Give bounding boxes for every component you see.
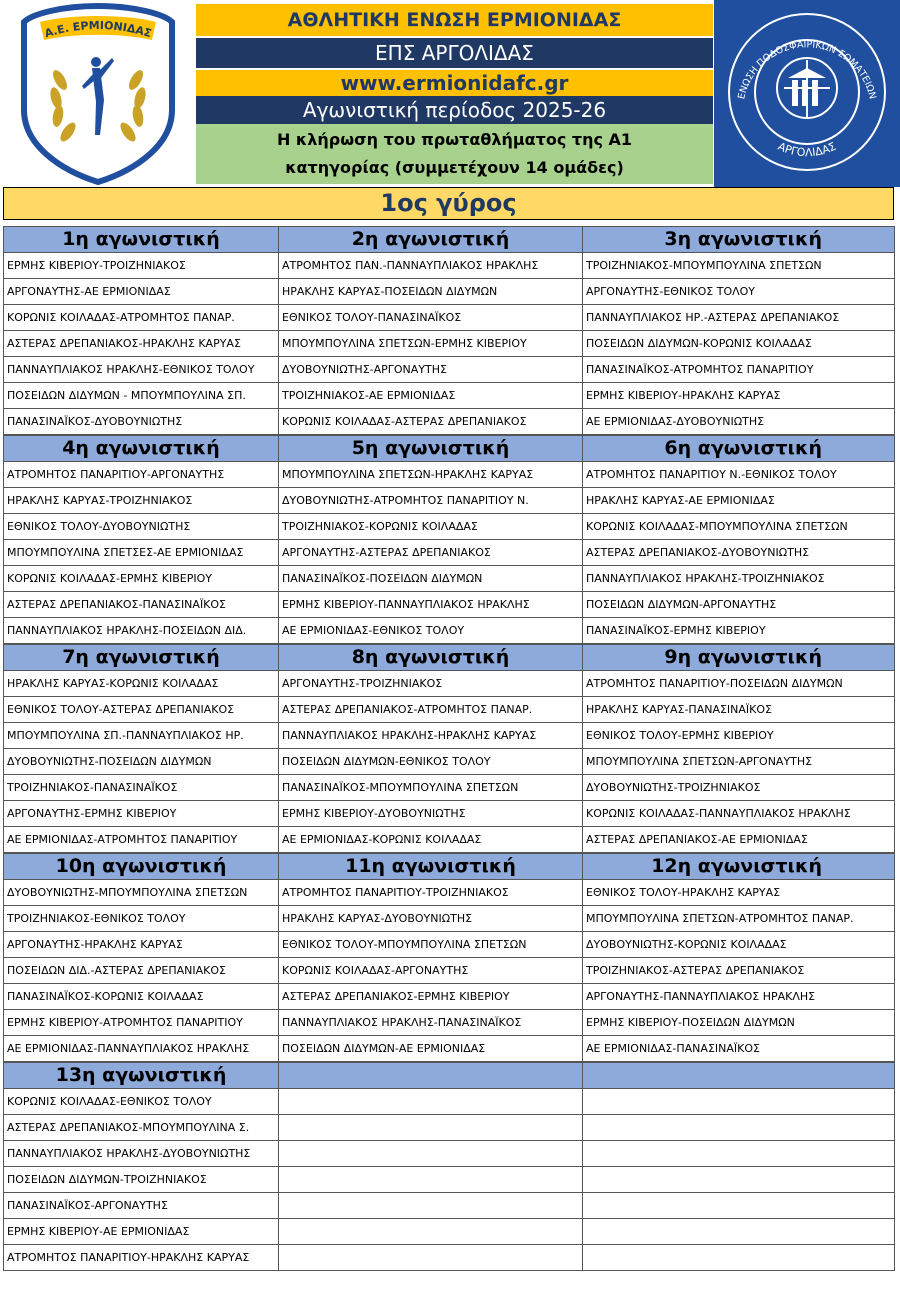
matchday-column — [583, 853, 895, 1062]
club-logo — [0, 0, 195, 187]
empty-cell — [279, 1219, 582, 1245]
match-row: ΠΟΣΕΙΔΩΝ ΔΙΔΥΜΩΝ-ΑΕ ΕΡΜΙΟΝΙΔΑΣ — [279, 1036, 582, 1062]
draw-description-line2: κατηγορίας (συμμετέχουν 14 ομάδες) — [285, 158, 624, 177]
matchday-title: 2η αγωνιστική — [279, 226, 582, 253]
match-row: ΑΤΡΟΜΗΤΟΣ ΠΑΝΑΡΙΤΙΟΥ-ΑΡΓΟΝΑΥΤΗΣ — [4, 462, 278, 488]
match-row: ΚΟΡΩΝΙΣ ΚΟΙΛΑΔΑΣ-ΑΤΡΟΜΗΤΟΣ ΠΑΝΑΡ. — [4, 305, 278, 331]
match-row: ΚΟΡΩΝΙΣ ΚΟΙΛΑΔΑΣ-ΑΣΤΕΡΑΣ ΔΡΕΠΑΝΙΑΚΟΣ — [279, 409, 582, 435]
match-row: ΕΘΝΙΚΟΣ ΤΟΛΟΥ-ΜΠΟΥΜΠΟΥΛΙΝΑ ΣΠΕΤΣΩΝ — [279, 932, 582, 958]
match-row: ΑΣΤΕΡΑΣ ΔΡΕΠΑΝΙΑΚΟΣ-ΠΑΝΑΣΙΝΑΪΚΟΣ — [4, 592, 278, 618]
match-row: ΑΣΤΕΡΑΣ ΔΡΕΠΑΝΙΑΚΟΣ-ΑΕ ΕΡΜΙΟΝΙΔΑΣ — [583, 827, 894, 853]
website-link[interactable]: www.ermionidafc.gr — [196, 70, 713, 96]
matchday-column — [279, 435, 583, 644]
match-row: ΑΡΓΟΝΑΥΤΗΣ-ΤΡΟΙΖΗΝΙΑΚΟΣ — [279, 671, 582, 697]
matchday-band — [3, 226, 895, 435]
match-row: ΤΡΟΙΖΗΝΙΑΚΟΣ-ΑΣΤΕΡΑΣ ΔΡΕΠΑΝΙΑΚΟΣ — [583, 958, 894, 984]
match-row: ΑΤΡΟΜΗΤΟΣ ΠΑΝΑΡΙΤΙΟΥ-ΗΡΑΚΛΗΣ ΚΑΡΥΑΣ — [4, 1245, 278, 1271]
match-row: ΔΥΟΒΟΥΝΙΩΤΗΣ-ΠΟΣΕΙΔΩΝ ΔΙΔΥΜΩΝ — [4, 749, 278, 775]
match-row: ΗΡΑΚΛΗΣ ΚΑΡΥΑΣ-ΔΥΟΒΟΥΝΙΩΤΗΣ — [279, 906, 582, 932]
season-label: Αγωνιστική περίοδος 2025-26 — [196, 96, 713, 124]
match-row: ΑΡΓΟΝΑΥΤΗΣ-ΕΘΝΙΚΟΣ ΤΟΛΟΥ — [583, 279, 894, 305]
match-row: ΠΑΝΝΑΥΠΛΙΑΚΟΣ ΗΡΑΚΛΗΣ-ΤΡΟΙΖΗΝΙΑΚΟΣ — [583, 566, 894, 592]
match-row: ΑΡΓΟΝΑΥΤΗΣ-ΑΕ ΕΡΜΙΟΝΙΔΑΣ — [4, 279, 278, 305]
match-row: ΠΑΝΝΑΥΠΛΙΑΚΟΣ ΗΡ.-ΑΣΤΕΡΑΣ ΔΡΕΠΑΝΙΑΚΟΣ — [583, 305, 894, 331]
match-row: ΑΡΓΟΝΑΥΤΗΣ-ΑΣΤΕΡΑΣ ΔΡΕΠΑΝΙΑΚΟΣ — [279, 540, 582, 566]
matchday-title: 5η αγωνιστική — [279, 435, 582, 462]
matchday-column — [279, 853, 583, 1062]
match-row: ΑΕ ΕΡΜΙΟΝΙΔΑΣ-ΠΑΝΑΣΙΝΑΪΚΟΣ — [583, 1036, 894, 1062]
matchday-band — [3, 644, 895, 853]
match-row: ΗΡΑΚΛΗΣ ΚΑΡΥΑΣ-ΠΟΣΕΙΔΩΝ ΔΙΔΥΜΩΝ — [279, 279, 582, 305]
match-row: ΑΤΡΟΜΗΤΟΣ ΠΑΝΑΡΙΤΙΟΥ Ν.-ΕΘΝΙΚΟΣ ΤΟΛΟΥ — [583, 462, 894, 488]
match-row: ΑΣΤΕΡΑΣ ΔΡΕΠΑΝΙΑΚΟΣ-ΑΤΡΟΜΗΤΟΣ ΠΑΝΑΡ. — [279, 697, 582, 723]
match-row: ΑΣΤΕΡΑΣ ΔΡΕΠΑΝΙΑΚΟΣ-ΜΠΟΥΜΠΟΥΛΙΝΑ Σ. — [4, 1115, 278, 1141]
match-row: ΕΘΝΙΚΟΣ ΤΟΛΟΥ-ΠΑΝΑΣΙΝΑΪΚΟΣ — [279, 305, 582, 331]
match-row: ΠΟΣΕΙΔΩΝ ΔΙΔΥΜΩΝ-ΑΡΓΟΝΑΥΤΗΣ — [583, 592, 894, 618]
match-row: ΗΡΑΚΛΗΣ ΚΑΡΥΑΣ-ΑΕ ΕΡΜΙΟΝΙΔΑΣ — [583, 488, 894, 514]
federation-name: ΕΠΣ ΑΡΓΟΛΙΔΑΣ — [196, 38, 713, 68]
match-row: ΕΡΜΗΣ ΚΙΒΕΡΙΟΥ-ΠΟΣΕΙΔΩΝ ΔΙΔΥΜΩΝ — [583, 1010, 894, 1036]
empty-cell — [279, 1167, 582, 1193]
match-row: ΔΥΟΒΟΥΝΙΩΤΗΣ-ΑΤΡΟΜΗΤΟΣ ΠΑΝΑΡΙΤΙΟΥ Ν. — [279, 488, 582, 514]
federation-logo — [714, 0, 900, 187]
empty-column — [583, 1062, 895, 1271]
draw-description-line1: Η κλήρωση του πρωταθλήματος της Α1 — [276, 130, 633, 149]
svg-text:Α.Ε. ΕΡΜΙΟΝΙΔΑΣ: Α.Ε. ΕΡΜΙΟΝΙΔΑΣ — [43, 18, 154, 41]
match-row: ΠΟΣΕΙΔΩΝ ΔΙΔΥΜΩΝ - ΜΠΟΥΜΠΟΥΛΙΝΑ ΣΠ. — [4, 383, 278, 409]
matchday-title: 11η αγωνιστική — [279, 853, 582, 880]
match-row: ΚΟΡΩΝΙΣ ΚΟΙΛΑΔΑΣ-ΕΘΝΙΚΟΣ ΤΟΛΟΥ — [4, 1089, 278, 1115]
header — [0, 0, 900, 187]
match-row: ΑΕ ΕΡΜΙΟΝΙΔΑΣ-ΠΑΝΝΑΥΠΛΙΑΚΟΣ ΗΡΑΚΛΗΣ — [4, 1036, 278, 1062]
match-row: ΑΕ ΕΡΜΙΟΝΙΔΑΣ-ΕΘΝΙΚΟΣ ΤΟΛΟΥ — [279, 618, 582, 644]
match-row: ΠΑΝΑΣΙΝΑΪΚΟΣ-ΑΡΓΟΝΑΥΤΗΣ — [4, 1193, 278, 1219]
matchday-band — [3, 435, 895, 644]
matchday-column — [583, 226, 895, 435]
draw-description — [196, 124, 713, 184]
matchday-column — [3, 435, 279, 644]
match-row: ΔΥΟΒΟΥΝΙΩΤΗΣ-ΤΡΟΙΖΗΝΙΑΚΟΣ — [583, 775, 894, 801]
round-title: 1ος γύρος — [3, 187, 894, 220]
matchday-column — [279, 644, 583, 853]
match-row: ΠΟΣΕΙΔΩΝ ΔΙΔ.-ΑΣΤΕΡΑΣ ΔΡΕΠΑΝΙΑΚΟΣ — [4, 958, 278, 984]
matchday-column — [3, 1062, 279, 1271]
empty-cell — [279, 1245, 582, 1271]
match-row: ΗΡΑΚΛΗΣ ΚΑΡΥΑΣ-ΤΡΟΙΖΗΝΙΑΚΟΣ — [4, 488, 278, 514]
match-row: ΠΑΝΝΑΥΠΛΙΑΚΟΣ ΗΡΑΚΛΗΣ-ΠΟΣΕΙΔΩΝ ΔΙΔ. — [4, 618, 278, 644]
matchday-title: 4η αγωνιστική — [4, 435, 278, 462]
match-row: ΑΣΤΕΡΑΣ ΔΡΕΠΑΝΙΑΚΟΣ-ΗΡΑΚΛΗΣ ΚΑΡΥΑΣ — [4, 331, 278, 357]
matchday-title: 1η αγωνιστική — [4, 226, 278, 253]
matchday-band — [3, 853, 895, 1062]
match-row: ΠΟΣΕΙΔΩΝ ΔΙΔΥΜΩΝ-ΕΘΝΙΚΟΣ ΤΟΛΟΥ — [279, 749, 582, 775]
match-row: ΤΡΟΙΖΗΝΙΑΚΟΣ-ΜΠΟΥΜΠΟΥΛΙΝΑ ΣΠΕΤΣΩΝ — [583, 253, 894, 279]
association-title: ΑΘΛΗΤΙΚΗ ΕΝΩΣΗ ΕΡΜΙΟΝΙΔΑΣ — [196, 4, 713, 36]
match-row: ΤΡΟΙΖΗΝΙΑΚΟΣ-ΠΑΝΑΣΙΝΑΪΚΟΣ — [4, 775, 278, 801]
matchday-column — [279, 226, 583, 435]
match-row: ΚΟΡΩΝΙΣ ΚΟΙΛΑΔΑΣ-ΑΡΓΟΝΑΥΤΗΣ — [279, 958, 582, 984]
match-row: ΑΕ ΕΡΜΙΟΝΙΔΑΣ-ΚΟΡΩΝΙΣ ΚΟΙΛΑΔΑΣ — [279, 827, 582, 853]
match-row: ΠΑΝΑΣΙΝΑΪΚΟΣ-ΕΡΜΗΣ ΚΙΒΕΡΙΟΥ — [583, 618, 894, 644]
matchday-title: 8η αγωνιστική — [279, 644, 582, 671]
matchday-title: 7η αγωνιστική — [4, 644, 278, 671]
empty-cell — [583, 1115, 894, 1141]
match-row: ΕΡΜΗΣ ΚΙΒΕΡΙΟΥ-ΑΕ ΕΡΜΙΟΝΙΔΑΣ — [4, 1219, 278, 1245]
matchday-column — [3, 853, 279, 1062]
svg-text:ΑΡΓΟΛΙΔΑΣ: ΑΡΓΟΛΙΔΑΣ — [775, 139, 839, 160]
match-row: ΜΠΟΥΜΠΟΥΛΙΝΑ ΣΠΕΤΣΩΝ-ΑΡΓΟΝΑΥΤΗΣ — [583, 749, 894, 775]
matchday-column — [583, 435, 895, 644]
match-row: ΕΘΝΙΚΟΣ ΤΟΛΟΥ-ΕΡΜΗΣ ΚΙΒΕΡΙΟΥ — [583, 723, 894, 749]
empty-cell — [279, 1141, 582, 1167]
match-row: ΜΠΟΥΜΠΟΥΛΙΝΑ ΣΠΕΤΣΩΝ-ΕΡΜΗΣ ΚΙΒΕΡΙΟΥ — [279, 331, 582, 357]
match-row: ΑΤΡΟΜΗΤΟΣ ΠΑΝΑΡΙΤΙΟΥ-ΤΡΟΙΖΗΝΙΑΚΟΣ — [279, 880, 582, 906]
fixture-grid — [3, 226, 895, 1271]
match-row: ΚΟΡΩΝΙΣ ΚΟΙΛΑΔΑΣ-ΠΑΝΝΑΥΠΛΙΑΚΟΣ ΗΡΑΚΛΗΣ — [583, 801, 894, 827]
matchday-title: 3η αγωνιστική — [583, 226, 894, 253]
empty-column — [279, 1062, 583, 1271]
match-row: ΗΡΑΚΛΗΣ ΚΑΡΥΑΣ-ΚΟΡΩΝΙΣ ΚΟΙΛΑΔΑΣ — [4, 671, 278, 697]
svg-text:ΕΝΩΣΗ ΠΟΔΟΣΦΑΙΡΙΚΩΝ ΣΩΜΑΤΕΙΩΝ: ΕΝΩΣΗ ΠΟΔΟΣΦΑΙΡΙΚΩΝ ΣΩΜΑΤΕΙΩΝ — [736, 39, 878, 101]
match-row: ΕΘΝΙΚΟΣ ΤΟΛΟΥ-ΗΡΑΚΛΗΣ ΚΑΡΥΑΣ — [583, 880, 894, 906]
match-row: ΠΑΝΑΣΙΝΑΪΚΟΣ-ΚΟΡΩΝΙΣ ΚΟΙΛΑΔΑΣ — [4, 984, 278, 1010]
empty-cell — [583, 1245, 894, 1271]
matchday-title: 12η αγωνιστική — [583, 853, 894, 880]
matchday-column — [583, 644, 895, 853]
matchday-title: 13η αγωνιστική — [4, 1062, 278, 1089]
empty-cell — [583, 1167, 894, 1193]
empty-cell — [279, 1115, 582, 1141]
empty-cell — [279, 1089, 582, 1115]
match-row: ΑΣΤΕΡΑΣ ΔΡΕΠΑΝΙΑΚΟΣ-ΕΡΜΗΣ ΚΙΒΕΡΙΟΥ — [279, 984, 582, 1010]
matchday-band — [3, 1062, 895, 1271]
match-row: ΠΑΝΑΣΙΝΑΪΚΟΣ-ΑΤΡΟΜΗΤΟΣ ΠΑΝΑΡΙΤΙΟΥ — [583, 357, 894, 383]
match-row: ΑΕ ΕΡΜΙΟΝΙΔΑΣ-ΔΥΟΒΟΥΝΙΩΤΗΣ — [583, 409, 894, 435]
match-row: ΑΡΓΟΝΑΥΤΗΣ-ΠΑΝΝΑΥΠΛΙΑΚΟΣ ΗΡΑΚΛΗΣ — [583, 984, 894, 1010]
match-row: ΕΘΝΙΚΟΣ ΤΟΛΟΥ-ΔΥΟΒΟΥΝΙΩΤΗΣ — [4, 514, 278, 540]
match-row: ΠΑΝΑΣΙΝΑΪΚΟΣ-ΔΥΟΒΟΥΝΙΩΤΗΣ — [4, 409, 278, 435]
federation-seal-icon — [714, 0, 900, 187]
empty-header-cell — [583, 1062, 894, 1089]
match-row: ΠΟΣΕΙΔΩΝ ΔΙΔΥΜΩΝ-ΚΟΡΩΝΙΣ ΚΟΙΛΑΔΑΣ — [583, 331, 894, 357]
match-row: ΑΣΤΕΡΑΣ ΔΡΕΠΑΝΙΑΚΟΣ-ΔΥΟΒΟΥΝΙΩΤΗΣ — [583, 540, 894, 566]
matchday-column — [3, 226, 279, 435]
match-row: ΤΡΟΙΖΗΝΙΑΚΟΣ-ΚΟΡΩΝΙΣ ΚΟΙΛΑΔΑΣ — [279, 514, 582, 540]
match-row: ΠΑΝΑΣΙΝΑΪΚΟΣ-ΠΟΣΕΙΔΩΝ ΔΙΔΥΜΩΝ — [279, 566, 582, 592]
match-row: ΚΟΡΩΝΙΣ ΚΟΙΛΑΔΑΣ-ΕΡΜΗΣ ΚΙΒΕΡΙΟΥ — [4, 566, 278, 592]
match-row: ΑΤΡΟΜΗΤΟΣ ΠΑΝΑΡΙΤΙΟΥ-ΠΟΣΕΙΔΩΝ ΔΙΔΥΜΩΝ — [583, 671, 894, 697]
match-row: ΠΑΝΝΑΥΠΛΙΑΚΟΣ ΗΡΑΚΛΗΣ-ΕΘΝΙΚΟΣ ΤΟΛΟΥ — [4, 357, 278, 383]
empty-header-cell — [279, 1062, 582, 1089]
match-row: ΜΠΟΥΜΠΟΥΛΙΝΑ ΣΠΕΤΣΩΝ-ΗΡΑΚΛΗΣ ΚΑΡΥΑΣ — [279, 462, 582, 488]
match-row: ΜΠΟΥΜΠΟΥΛΙΝΑ ΣΠΕΤΣΩΝ-ΑΤΡΟΜΗΤΟΣ ΠΑΝΑΡ. — [583, 906, 894, 932]
matchday-title: 6η αγωνιστική — [583, 435, 894, 462]
match-row: ΠΑΝΑΣΙΝΑΪΚΟΣ-ΜΠΟΥΜΠΟΥΛΙΝΑ ΣΠΕΤΣΩΝ — [279, 775, 582, 801]
match-row: ΔΥΟΒΟΥΝΙΩΤΗΣ-ΑΡΓΟΝΑΥΤΗΣ — [279, 357, 582, 383]
match-row: ΔΥΟΒΟΥΝΙΩΤΗΣ-ΜΠΟΥΜΠΟΥΛΙΝΑ ΣΠΕΤΣΩΝ — [4, 880, 278, 906]
match-row: ΠΑΝΝΑΥΠΛΙΑΚΟΣ ΗΡΑΚΛΗΣ-ΠΑΝΑΣΙΝΑΪΚΟΣ — [279, 1010, 582, 1036]
match-row: ΠΟΣΕΙΔΩΝ ΔΙΔΥΜΩΝ-ΤΡΟΙΖΗΝΙΑΚΟΣ — [4, 1167, 278, 1193]
match-row: ΕΡΜΗΣ ΚΙΒΕΡΙΟΥ-ΑΤΡΟΜΗΤΟΣ ΠΑΝΑΡΙΤΙΟΥ — [4, 1010, 278, 1036]
match-row: ΤΡΟΙΖΗΝΙΑΚΟΣ-ΑΕ ΕΡΜΙΟΝΙΔΑΣ — [279, 383, 582, 409]
match-row: ΑΡΓΟΝΑΥΤΗΣ-ΗΡΑΚΛΗΣ ΚΑΡΥΑΣ — [4, 932, 278, 958]
matchday-column — [3, 644, 279, 853]
match-row: ΚΟΡΩΝΙΣ ΚΟΙΛΑΔΑΣ-ΜΠΟΥΜΠΟΥΛΙΝΑ ΣΠΕΤΣΩΝ — [583, 514, 894, 540]
empty-cell — [583, 1089, 894, 1115]
match-row: ΔΥΟΒΟΥΝΙΩΤΗΣ-ΚΟΡΩΝΙΣ ΚΟΙΛΑΔΑΣ — [583, 932, 894, 958]
match-row: ΜΠΟΥΜΠΟΥΛΙΝΑ ΣΠ.-ΠΑΝΝΑΥΠΛΙΑΚΟΣ ΗΡ. — [4, 723, 278, 749]
matchday-title: 10η αγωνιστική — [4, 853, 278, 880]
match-row: ΠΑΝΝΑΥΠΛΙΑΚΟΣ ΗΡΑΚΛΗΣ-ΗΡΑΚΛΗΣ ΚΑΡΥΑΣ — [279, 723, 582, 749]
match-row: ΤΡΟΙΖΗΝΙΑΚΟΣ-ΕΘΝΙΚΟΣ ΤΟΛΟΥ — [4, 906, 278, 932]
match-row: ΑΡΓΟΝΑΥΤΗΣ-ΕΡΜΗΣ ΚΙΒΕΡΙΟΥ — [4, 801, 278, 827]
empty-cell — [583, 1219, 894, 1245]
matchday-title: 9η αγωνιστική — [583, 644, 894, 671]
match-row: ΕΡΜΗΣ ΚΙΒΕΡΙΟΥ-ΔΥΟΒΟΥΝΙΩΤΗΣ — [279, 801, 582, 827]
match-row: ΗΡΑΚΛΗΣ ΚΑΡΥΑΣ-ΠΑΝΑΣΙΝΑΪΚΟΣ — [583, 697, 894, 723]
match-row: ΕΡΜΗΣ ΚΙΒΕΡΙΟΥ-ΗΡΑΚΛΗΣ ΚΑΡΥΑΣ — [583, 383, 894, 409]
match-row: ΕΘΝΙΚΟΣ ΤΟΛΟΥ-ΑΣΤΕΡΑΣ ΔΡΕΠΑΝΙΑΚΟΣ — [4, 697, 278, 723]
match-row: ΠΑΝΝΑΥΠΛΙΑΚΟΣ ΗΡΑΚΛΗΣ-ΔΥΟΒΟΥΝΙΩΤΗΣ — [4, 1141, 278, 1167]
match-row: ΜΠΟΥΜΠΟΥΛΙΝΑ ΣΠΕΤΣΕΣ-ΑΕ ΕΡΜΙΟΝΙΔΑΣ — [4, 540, 278, 566]
empty-cell — [583, 1193, 894, 1219]
empty-cell — [279, 1193, 582, 1219]
club-crest-icon — [0, 0, 195, 187]
match-row: ΕΡΜΗΣ ΚΙΒΕΡΙΟΥ-ΠΑΝΝΑΥΠΛΙΑΚΟΣ ΗΡΑΚΛΗΣ — [279, 592, 582, 618]
match-row: ΕΡΜΗΣ ΚΙΒΕΡΙΟΥ-ΤΡΟΙΖΗΝΙΑΚΟΣ — [4, 253, 278, 279]
match-row: ΑΕ ΕΡΜΙΟΝΙΔΑΣ-ΑΤΡΟΜΗΤΟΣ ΠΑΝΑΡΙΤΙΟΥ — [4, 827, 278, 853]
empty-cell — [583, 1141, 894, 1167]
match-row: ΑΤΡΟΜΗΤΟΣ ΠΑΝ.-ΠΑΝΝΑΥΠΛΙΑΚΟΣ ΗΡΑΚΛΗΣ — [279, 253, 582, 279]
